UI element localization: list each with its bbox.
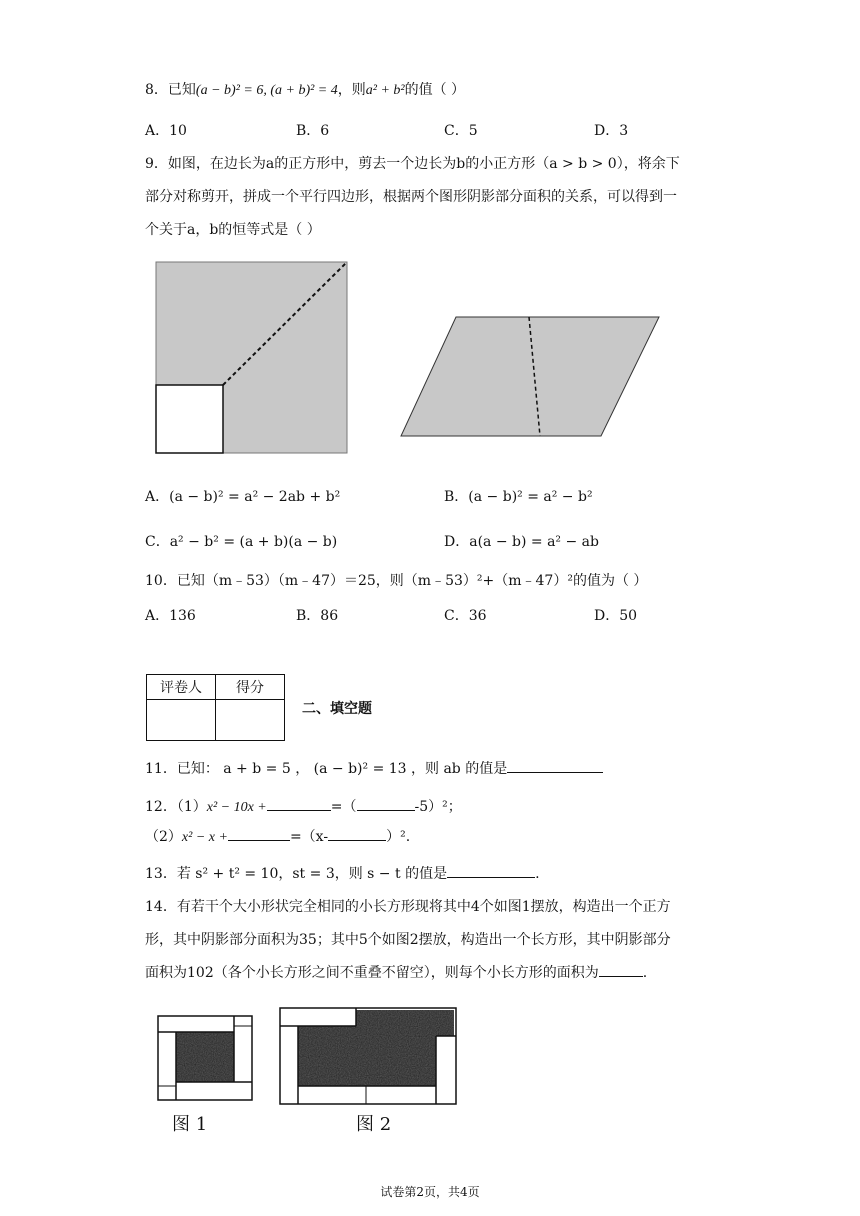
grader-header: 评卷人	[147, 675, 216, 700]
q14-end: .	[642, 965, 648, 981]
section-title: 二、填空题	[302, 701, 372, 717]
score-cell	[216, 700, 285, 741]
score-table	[146, 674, 285, 741]
q14-answer-blank[interactable]	[599, 962, 643, 977]
q9-option-d: D．a(a − b) = a² − ab	[444, 534, 599, 550]
q9-line-2: 部分对称剪开，拼成一个平行四边形，根据两个图形阴影部分面积的关系，可以得到一	[145, 189, 677, 205]
q8-stem	[145, 79, 465, 99]
q14-line-2: 形，其中阴影部分面积为35；其中5个如图2摆放，构造出一个长方形，其中阴影部分	[145, 932, 671, 948]
q12-part2-label: （2）	[145, 829, 182, 845]
q14-line-1: 14．有若干个大小形状完全相同的小长方形现将其中4个如图1摆放，构造出一个正方	[145, 899, 671, 915]
page-footer: 试卷第2页，共4页	[380, 1185, 480, 1199]
q9-option-a: A．(a − b)² = a² − 2ab + b²	[145, 489, 341, 505]
q12-part1-eq: =（	[330, 799, 357, 815]
q13-end: .	[535, 866, 540, 882]
figure-1	[150, 1010, 260, 1110]
figure-square-cutout	[150, 256, 355, 458]
q12-blank-4[interactable]	[328, 826, 386, 841]
q11-answer-blank[interactable]	[507, 758, 603, 773]
figure-2	[274, 1002, 464, 1110]
figure-2-label: 图 2	[356, 1114, 392, 1135]
q10-option-b: B．86	[296, 608, 339, 624]
q10-option-a: A．136	[145, 608, 196, 624]
q12-part1-end: -5）²；	[414, 799, 462, 815]
q8-option-c: C．5	[444, 123, 478, 139]
q12-part1-expr: x² − 10x +	[206, 800, 267, 815]
score-header: 得分	[216, 675, 285, 700]
q9-option-b: B．(a − b)² = a² − b²	[444, 489, 593, 505]
figure-1-texture	[176, 1032, 234, 1082]
q9-line-3: 个关于a，b的恒等式是（ ）	[145, 222, 321, 238]
q10-option-c: C．36	[444, 608, 487, 624]
q13-text: 13．若 s² + t² = 10，st = 3，则 s − t 的值是	[145, 866, 448, 882]
q12-blank-2[interactable]	[357, 796, 415, 811]
q8-expression: (a − b)² = 6, (a + b)² = 4	[195, 83, 338, 98]
q12-part-2	[145, 826, 410, 846]
q11-text: 11．已知： a + b = 5 ， (a − b)² = 13 ，则 ab 的值是	[145, 761, 508, 777]
q12-part2-eq: =（x-	[289, 829, 329, 845]
q14-line-3	[145, 962, 647, 982]
q8-prefix: 8．已知	[145, 82, 196, 98]
q9-line-1: 9．如图，在边长为a的正方形中，剪去一个边长为b的小正方形（a > b > 0），将余下	[145, 156, 680, 172]
figure-parallelogram	[398, 312, 664, 442]
q8-expression-2: a² + b²	[365, 83, 405, 98]
small-square-cutout	[156, 385, 223, 453]
q14-line-3-text: 面积为102（各个小长方形之间不重叠不留空），则每个小长方形的面积为	[145, 965, 599, 981]
q8-suffix: 的值（ ）	[404, 82, 466, 98]
q13-answer-blank[interactable]	[447, 863, 535, 878]
q8-option-b: B．6	[296, 123, 330, 139]
q12-part-1	[145, 796, 462, 816]
grader-cell	[147, 700, 216, 741]
q12-part2-end: ）².	[386, 829, 411, 845]
q12-blank-3[interactable]	[228, 826, 290, 841]
q10-option-d: D．50	[594, 608, 638, 624]
q10-stem: 10．已知（m﹣53）（m﹣47）＝25，则（m﹣53）²+（m﹣47）²的值为（ ）	[145, 573, 648, 589]
q12-blank-1[interactable]	[267, 796, 331, 811]
q12-part1-label: 12．（1）	[145, 799, 207, 815]
q8-mid: ，则	[337, 82, 366, 98]
q12-part2-expr: x² − x +	[181, 830, 228, 845]
figure-1-label: 图 1	[172, 1114, 208, 1135]
q11-stem	[145, 758, 603, 778]
q8-option-d: D．3	[594, 123, 629, 139]
q9-option-c: C．a² − b² = (a + b)(a − b)	[145, 534, 338, 550]
q8-option-a: A．10	[145, 123, 187, 139]
q13-stem	[145, 863, 540, 883]
